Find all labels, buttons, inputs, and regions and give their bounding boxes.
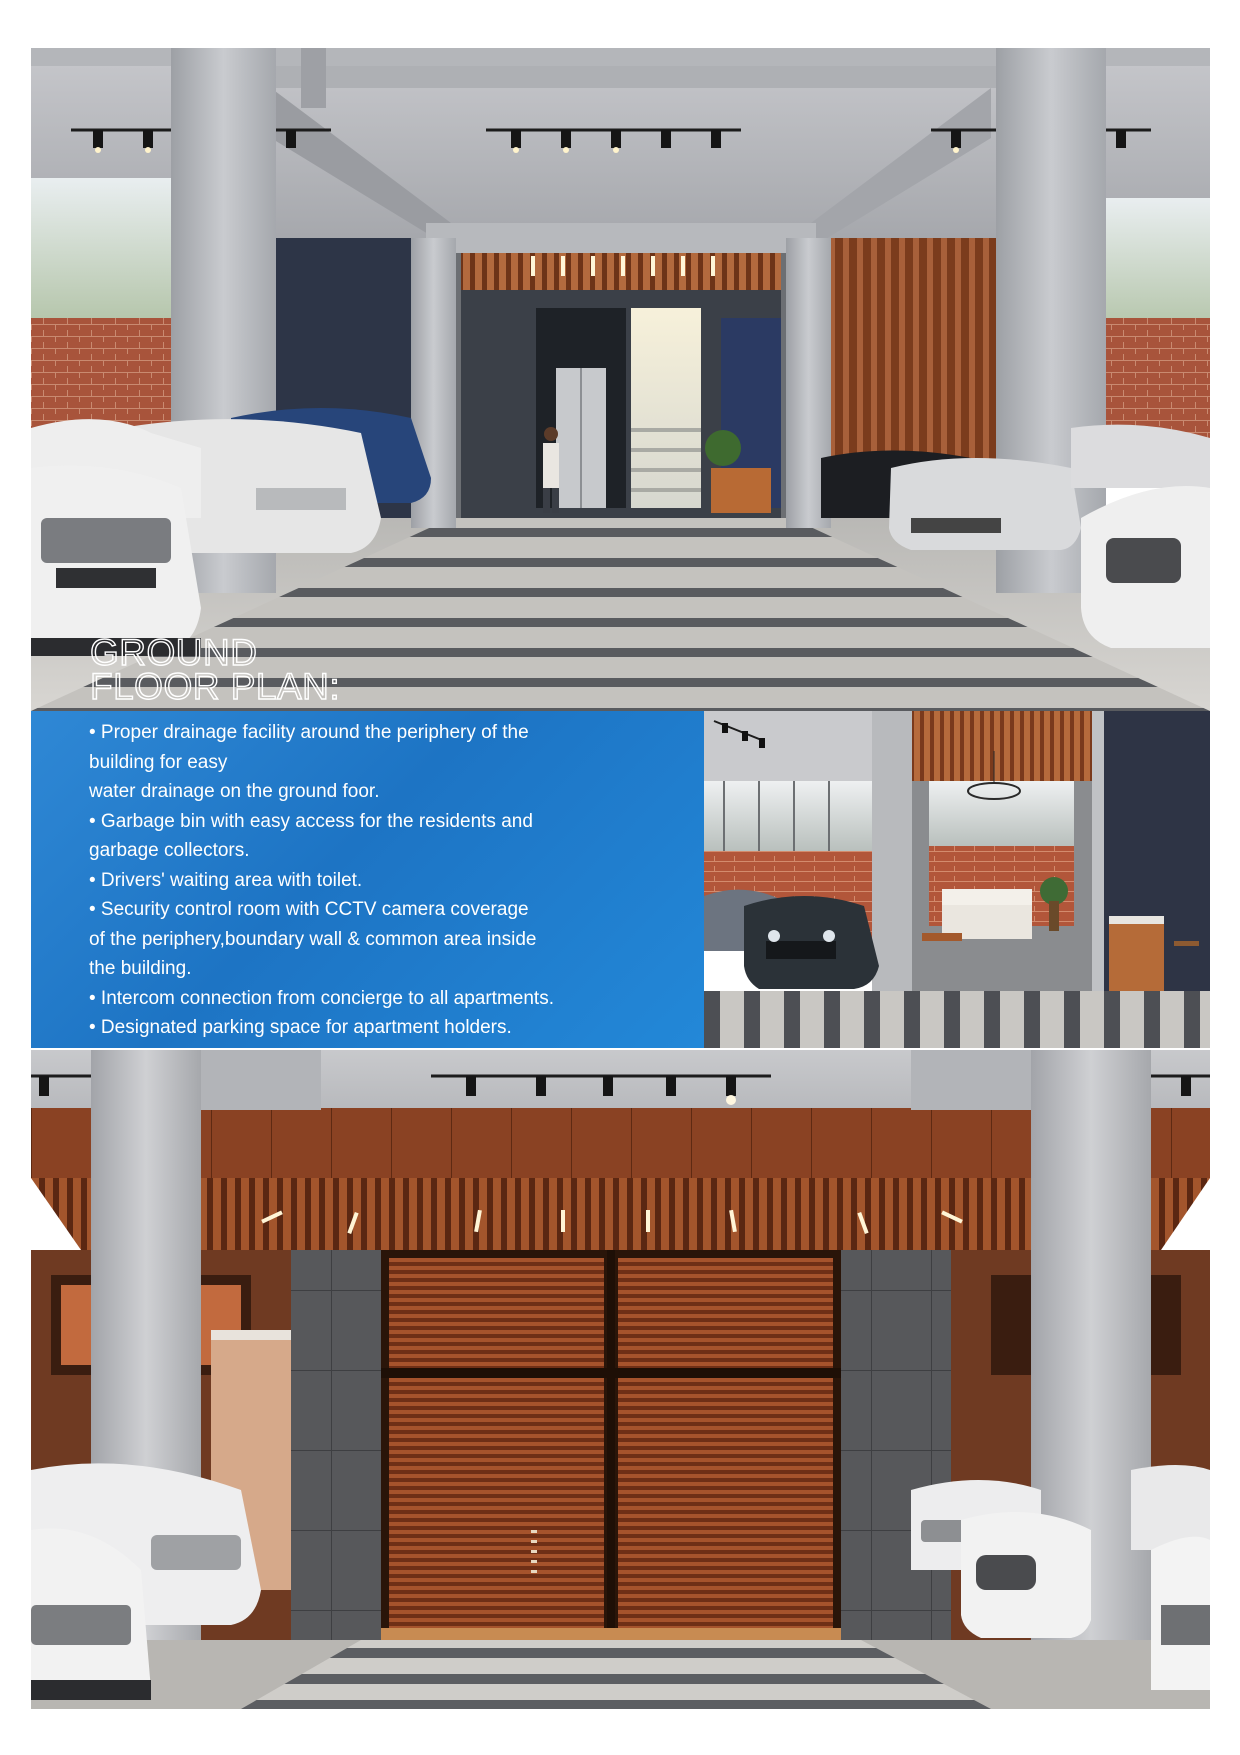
feature-line: • Designated parking space for apartment holders. bbox=[89, 1017, 512, 1038]
feature-line: the building. bbox=[89, 958, 192, 979]
feature-line: • Security control room with CCTV camera coverage bbox=[89, 899, 529, 920]
title-line-ground: GROUND bbox=[90, 632, 258, 673]
feature-line: building for easy bbox=[89, 751, 228, 773]
parking-entrance-render bbox=[31, 48, 1210, 711]
features-panel bbox=[31, 711, 704, 1048]
feature-line: of the periphery,boundary wall & common area inside bbox=[89, 928, 537, 950]
parking-entrance-illustration bbox=[31, 48, 1210, 711]
feature-line: • Intercom connection from concierge to all apartments. bbox=[89, 987, 554, 1009]
feature-line: • Proper drainage facility around the periphery of the bbox=[89, 722, 529, 743]
entrance-gate-illustration bbox=[31, 1050, 1210, 1709]
page-title bbox=[90, 632, 341, 707]
lobby-illustration bbox=[704, 711, 1210, 1048]
feature-line: • Drivers' waiting area with toilet. bbox=[89, 869, 363, 891]
entrance-gate-render bbox=[31, 1050, 1210, 1709]
feature-line: water drainage on the ground foor. bbox=[89, 781, 380, 802]
title-line-floor-plan: FLOOR PLAN: bbox=[90, 666, 341, 707]
feature-line: garbage collectors. bbox=[89, 840, 250, 861]
feature-line: • Garbage bin with easy access for the residents and bbox=[89, 810, 533, 832]
lobby-render bbox=[704, 711, 1210, 1048]
